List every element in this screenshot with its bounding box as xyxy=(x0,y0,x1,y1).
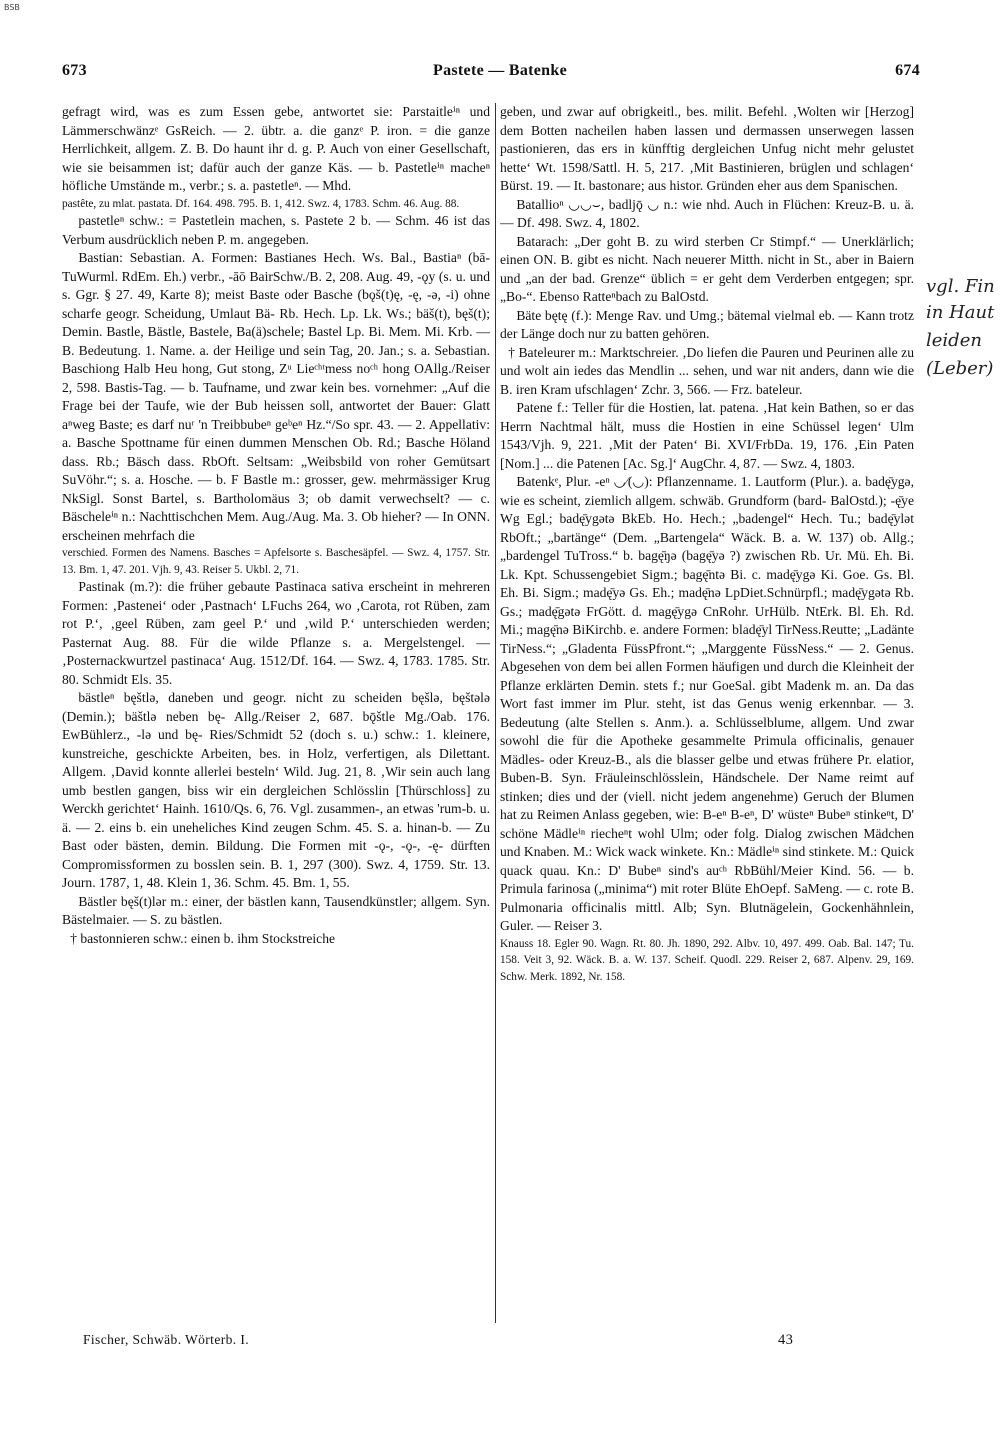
entry-reference: verschied. Formen des Namens. Basches = Apfelsorte s. Baschesäpfel. — Swz. 4, 1757. Str. 13. Bm. 1, 47. 201. Vjh. 9, 43. Reiser 5. Ukbl. 2, 71. xyxy=(62,547,490,576)
entry-baestlen: bästleⁿ bęštlə, daneben und geogr. nicht zu scheiden bęšlə, bęštələ (Demin.); bäštlə neben bę- Allg./Reiser 2, 687. bǭštle Mg./Oab. 176. EwBühlerz., -lə und bę- Ries/Schmidt 52 (doch s. u.) schw.: 1. kleinere, kunstreiche, geschickte Arbeiten, bes. in Holz, verfertigen, als Dilettant. Allgem. ‚David konnte allerlei bestelnʻ Wild. Jug. 21, 8. ‚Wir sein auch lang umb bestlen gangen, biss wir ein dergleichen Schlösslin [Thürschloss] zu Werckh gerichtetʻ Hainh. 1610/Qs. 6, 76. Vgl. zusammen-, an etwas 'rum-b. u. ä. — 2. eins b. ein uneheliches Kind zeugen Schm. 45. S. a. hinan-b. — Zu Bast oder bästen, demin. Bildung. Die Formen mit -ǫ-, -ǫ-, -ę- dürften Compromissformen zu bosslen sein. B. 1, 297 (300). Swz. 4, 1759. Str. 13. Journ. 1787, 1, 48. Klein 1, 36. Schm. 45. Bm. 1, 55. xyxy=(62,690,490,890)
margin-note-line: leiden xyxy=(926,330,982,351)
entry-baestler: Bästler bęš(t)lər m.: einer, der bästlen kann, Tausendkünstler; allgem. Syn. Bästelmaier. — S. zu bästlen. xyxy=(62,893,490,927)
footer-source: Fischer, Schwäb. Wörterb. I. xyxy=(83,1332,249,1347)
column-divider xyxy=(495,103,496,1323)
entry-bastonnieren: † bastonnieren schw.: einen b. ihm Stockstreiche xyxy=(70,930,336,946)
margin-note-line: (Leber) xyxy=(926,358,994,379)
margin-note-line: vgl. Fin xyxy=(926,276,995,297)
entry-reference: pastête, zu mlat. pastata. Df. 164. 498. 795. B. 1, 412. Swz. 4, 1783. Schm. 46. Aug. 88. xyxy=(62,197,460,210)
entry-text: geben, und zwar auf obrigkeitl., bes. milit. Befehl. ‚Wolten wir [Herzog] dem Botten nacheilen haben lassen und dermassen unserwegen lassen pastionieren, das ers in künfftig dergleichen Unfug nicht mehr gelustet hetteʻ Wt. 1598/Sattl. H. 5, 217. ‚Mit Bastinieren, brüglen und schlagenʻ Bürst. 19. — It. bastonare; aus histor. Gründen eher aus dem Spanischen. xyxy=(500,104,914,193)
entry-pastetlen: pastetleⁿ schw.: = Pastetlein machen, s. Pastete 2 b. — Schm. 46 ist das Verbum ausdrücklich neben P. m. angegeben. xyxy=(62,213,490,247)
entry-bateleurer: † Bateleurer m.: Marktschreier. ‚Do liefen die Pauren und Peurinen alle zu und wolt ain iedes das Mendlin ... sehen, und war nit anders, dann wie die B. iren Kram ufschlagenʻ Zchr. 3, 566. — Frz. bateleur. xyxy=(500,344,914,397)
watermark: BSB xyxy=(4,3,20,12)
page-number-left: 673 xyxy=(62,62,87,79)
margin-note-line: in Haut xyxy=(926,302,995,323)
page-title: Pastete — Batenke xyxy=(433,62,567,79)
entry-text: gefragt wird, was es zum Essen gebe, antwortet sie: Parstaitleⁱⁿ und Lämmerschwänzᵉ GsReich. — 2. übtr. a. die ganzᵉ P. iron. = die ganze Herrlichkeit, allgem. Z. B. Do haunt ihr d. g. P. Auch von einer Gesellschaft, wie sie beisammen ist; dafür auch der ganze Käs. — b. Pastetleⁱⁿ macheⁿ höfliche Umstände m., verbr.; s. a. pastetleⁿ. — Mhd. xyxy=(62,104,490,193)
entry-baete: Bäte bętę (f.): Menge Rav. und Umg.; bätemal vielmal eb. — Kann trotz der Länge doch nur zu batten gehören. xyxy=(500,307,914,341)
entry-pastinak: Pastinak (m.?): die früher gebaute Pastinaca sativa erscheint in mehreren Formen: ‚Pasteneiʻ oder ‚Pastnachʻ LFuchs 264, wo ‚Carota, rot Rüben, zam rot P.ʻ, ‚geel Rüben, zam geel P.ʻ und ‚wild P.ʻ unterschieden werden; Pasternat Aug. 88. Für die wilde Pflanze s. a. Mergelstengel. — ‚Posternackwurtzel pastinacaʻ Aug. 1512/Df. 164. — Swz. 4, 1783. 1785. Str. 80. Schmidt Els. 35. xyxy=(62,579,490,687)
entry-patene: Patene f.: Teller für die Hostien, lat. patena. ‚Hat kein Bathen, so er das Herrn Nachtmal hält, muss die Hostien in eine Schüssel legenʻ Ulm 1543/Vjh. 9, 221. ‚Mit der Patenʻ Bi. XVI/FrbDa. 19, 176. ‚Ein Paten [Nom.] ... die Patenen [Ac. Sg.]ʻ AugChr. 4, 87. — Swz. 4, 1803. xyxy=(500,400,914,471)
entry-bastian: Bastian: Sebastian. A. Formen: Bastianes Hech. Ws. Bal., Bastiaⁿ (bā- TuWurml. RdEm. Eh.) verbr., -āō BairSchw./B. 2, 208. Aug. 49, -ǫy (s. u. und s. Ggr. § 27. 49, Karte 8); meist Baste oder Basche (bǫš(t)ę, -ę, -ə, -i) ohne scharfe geogr. Scheidung, Umlaut Bä- Rb. Hech. Lp. Lk. Ws.; bäš(t), bęš(t); Demin. Bastle, Bästle, Bastele, Ba(ä)schele; Bastel Lp. Bi. Mem. Mi. Krb. — B. Bedeutung. 1. Name. a. der Heilige und sein Tag, 20. Jan.; s. a. Sebastian. Baschiong Halb Heu hong, Gut stong, Zᵘ Lieᶜʰᵗmess noᶜʰ hong OAllg./Reiser 2, 598. Bastis-Tag. — b. Taufname, und zwar kein bes. vornehmer: „Auf die Frage bei der Taufe, wie der Bub heissen soll, antwortet der Bauer: Glatt aⁿweg Baste; es darf nuʳ 'n Treibbubeⁿ geᵇeⁿ Hz.“/So spr. 43. — 2. Appellativ: a. Basche Spottname für einen dummen Menschen Ob. Rd.; Basche Höland dass. Rb.; Bäsch dass. RbOft. Seltsam: „Weibsbild von roher Gemütsart SuVöhr.“; s. a. Hosche. — b. F Bastle m.: grosser, gew. mehrmässiger Krug NkSigl. Sonst Bartel, s. Bartholomäus 3; ob damit verwechselt? — c. Bäscheleⁱⁿ n.: Nachttischchen Mem. Aug./Aug. Ma. 3. Ob hieher? — In ONN. erscheinen mehrfach die xyxy=(62,250,490,543)
page-number-right: 674 xyxy=(895,62,920,79)
entry-batarach: Batarach: „Der goht B. zu wird sterben Cr Stimpf.“ — Unerklärlich; einen ON. B. gibt es nicht. Nach neuerer Mitth. nicht in St., aber in Baiern und „an der bad. Grenze“ üblich = er geht dem Verderben entgegen; spr. „Bo-“. Ebenso Ratteⁿbach zu BalOstd. xyxy=(500,233,914,304)
left-column xyxy=(62,103,490,948)
entry-reference: Knauss 18. Egler 90. Wagn. Rt. 80. Jh. 1890, 292. Albv. 10, 497. 499. Oab. Bal. 147; Tu. 158. Veit 3, 92. Wäck. B. a. W. 137. Scheif. Quodl. 229. Reiser 2, 687. Alpenv. 29, 169. Schw. Merk. 1892, Nr. 158. xyxy=(500,937,914,983)
handwritten-margin-note xyxy=(924,272,1000,392)
signature-number: 43 xyxy=(778,1332,794,1348)
right-column xyxy=(500,103,914,985)
entry-batenke: Batenkᵉ, Plur. -eⁿ ◡⁄(◡): Pflanzenname. 1. Lautform (Plur.). a. badę̄ygə, wie es scheint, ziemlich allgem. schwäb. Grundform (bard- BalOstd.); -ę̄ye Wg Egl.; badę̄ygətə BkEb. Ho. Hech.; „badengel“ Hech. Tu.; badę̄ylət RbOft.; „bartänge“ (Dem. „Bartengela“ Wäck. B. a. W. 137) ob. Allg.; „bardengel TuTross.“ b. bagę̄ŋə (bagę̄yə ?) zwischen Rb. Ur. Mü. Eh. Bi. Lk. Kpt. Schussengebiet Sigm.; bagę̄ntə Bi. c. madę̄ygə Ki. Goe. Gs. Bl. Eh. Bi. Sigm.; madę̄yə Gs. Eh.; madę̄nə LpDiet.Schnürpfl.; madę̄ygətə Rb. Gs.; madę̄gətə FrGött. d. magę̄ygə CnRohr. UrHülb. NtErk. Bl. Eh. Rd. Mi.; magę̄nə BiKirchb. e. andere Formen: bladę̄yl TirNess.Reutte; „Ladänte TirNess.“; „Gladenta FüssPfront.“; „Marggente FüssNess.“ — 2. Genus. Abgesehen von dem bei allen Formen häufigen und durch die Kleinheit der Pflanze erklärten Demin. stets f.; nur GoeSal. gibt Madenk m. an. Da das Wort fast immer im Plur. steht, ist das Genus wenig erkennbar. — 3. Bedeutung (alte Stellen s. Anm.). a. Schlüsselblume, allgem. Und zwar sowohl die für die Apotheke gesammelte Primula officinalis, genauer Mädles- oder Kreuz-B., als die blasser gelbe und etwas frühere Pr. elatior, Buben-B. Syn. Fräuleinschlösslein, Händschele. Der Name reimt auf stinken; dies und der (viell. nicht jedem angenehme) Geruch der Blumen hat zu Reimen Anlass gegeben, wie: B-eⁿ B-eⁿ, D' wüsteⁿ Bubeⁿ stinkeⁿt, D' schöne Mädleⁱⁿ riecheⁿt wohl Ulm; oder folg. Dialog zwischen Mädchen und Knaben. M.: Wick wack winkete. Kn.: Mädleⁱⁿ sind stinkete. M.: Quick quack quau. Kn.: D' Bubeⁿ sind's auᶜʰ RbBühl/Meier Kind. 56. — b. Primula farinosa („minima“) mit roter Blüte EhOepf. SaMeng. — c. rote B. Pulmonaria officinalis mittl. Alb; Syn. Blutnägelein, Gockenhähnlein, Guler. — Reiser 3. xyxy=(500,474,914,933)
entry-batallion: Batallioⁿ ◡◡⌣, badljǭ ◡ n.: wie nhd. Auch in Flüchen: Kreuz-B. u. ä. — Df. 498. Swz. 4, 1802. xyxy=(500,196,914,230)
